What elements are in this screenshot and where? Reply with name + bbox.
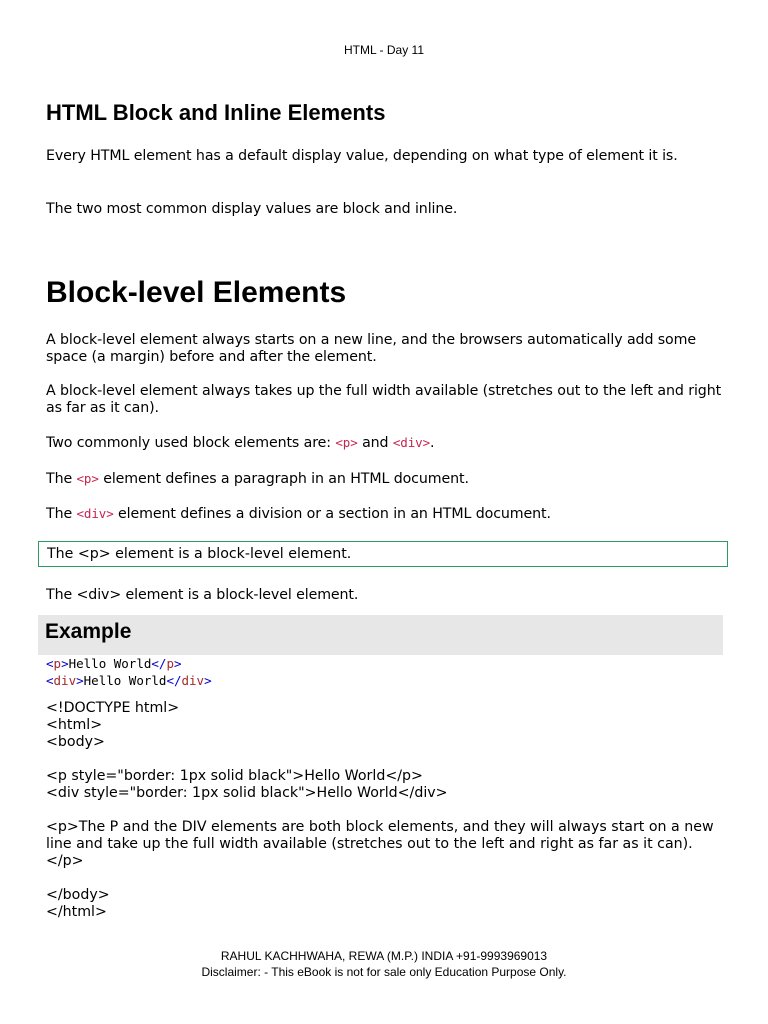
source-line-doctype: <!DOCTYPE html> [46,700,180,716]
text-prefix: The [46,471,77,487]
code-line-p [46,655,182,672]
code-tag-name: p [53,656,62,671]
source-line-p-description: <p>The P and the DIV elements are both block elements, and they will always start on a new line and take up the full width available (stretches out to the left and right as far as it can).</p> [46,819,714,869]
paragraph-div-element-definition [46,505,726,523]
paragraph-block-starts-new-line: A block-level element always starts on a new line, and the browsers automatically add some space (a margin) before and after the element. [46,332,696,365]
code-tag-name-close: p [166,656,174,671]
section-heading-block-level: Block-level Elements [46,276,347,309]
footer-disclaimer: Disclaimer: - This eBook is not for sale only Education Purpose Only. [201,965,567,979]
text-prefix: The [46,506,77,522]
code-tag-name: div [53,673,77,688]
paragraph-block-full-width: A block-level element always takes up the full width available (stretches out to the left and right as far as it can). [46,383,722,416]
code-gt: > [76,673,84,688]
source-line-div-border: <div style="border: 1px solid black">Hello World</div> [46,785,448,801]
page-header: HTML - Day 11 [343,43,424,57]
example-header [38,615,723,655]
text-suffix: . [430,435,435,451]
code-lt-close: </ [151,656,167,671]
paragraph-display-values: The two most common display values are block and inline. [46,201,458,217]
source-line-body-close: </body> [46,887,110,903]
demo-div-text: The <div> element is a block-level element. [46,587,359,603]
inline-code-div: <div> [392,435,431,450]
source-line-html-close: </html> [46,904,107,920]
code-line-div [46,672,212,689]
demo-bordered-p [38,541,728,567]
source-line-body: <body> [46,734,105,750]
code-gt: > [61,656,69,671]
code-tag-name-close: div [181,673,205,688]
text-suffix: element defines a paragraph in an HTML document. [98,471,469,487]
code-text: Hello World [68,656,152,671]
code-gt-close: > [173,656,182,671]
text-suffix: element defines a division or a section in an HTML document. [113,506,551,522]
paragraph-p-element-definition [46,470,726,488]
text-prefix: Two commonly used block elements are: [46,435,336,451]
section-heading-block-inline: HTML Block and Inline Elements [46,100,386,125]
source-line-html: <html> [46,717,103,733]
code-lt: < [46,656,54,671]
code-gt-close: > [204,673,212,688]
code-lt: < [46,673,54,688]
inline-code-p: <p> [76,471,99,486]
text-and: and [357,435,393,451]
inline-code-p: <p> [335,435,358,450]
paragraph-common-block-elements [46,434,726,452]
code-lt-close: </ [166,673,182,688]
source-line-p-border: <p style="border: 1px solid black">Hello World</p> [46,768,423,784]
inline-code-div: <div> [76,506,114,521]
demo-p-text: The <p> element is a block-level element. [47,546,352,562]
example-title: Example [45,620,132,643]
footer-author: RAHUL KACHHWAHA, REWA (M.P.) INDIA +91-9993969013 [220,949,548,963]
code-text: Hello World [83,673,167,688]
paragraph-default-display: Every HTML element has a default display value, depending on what type of element it is. [46,148,678,164]
